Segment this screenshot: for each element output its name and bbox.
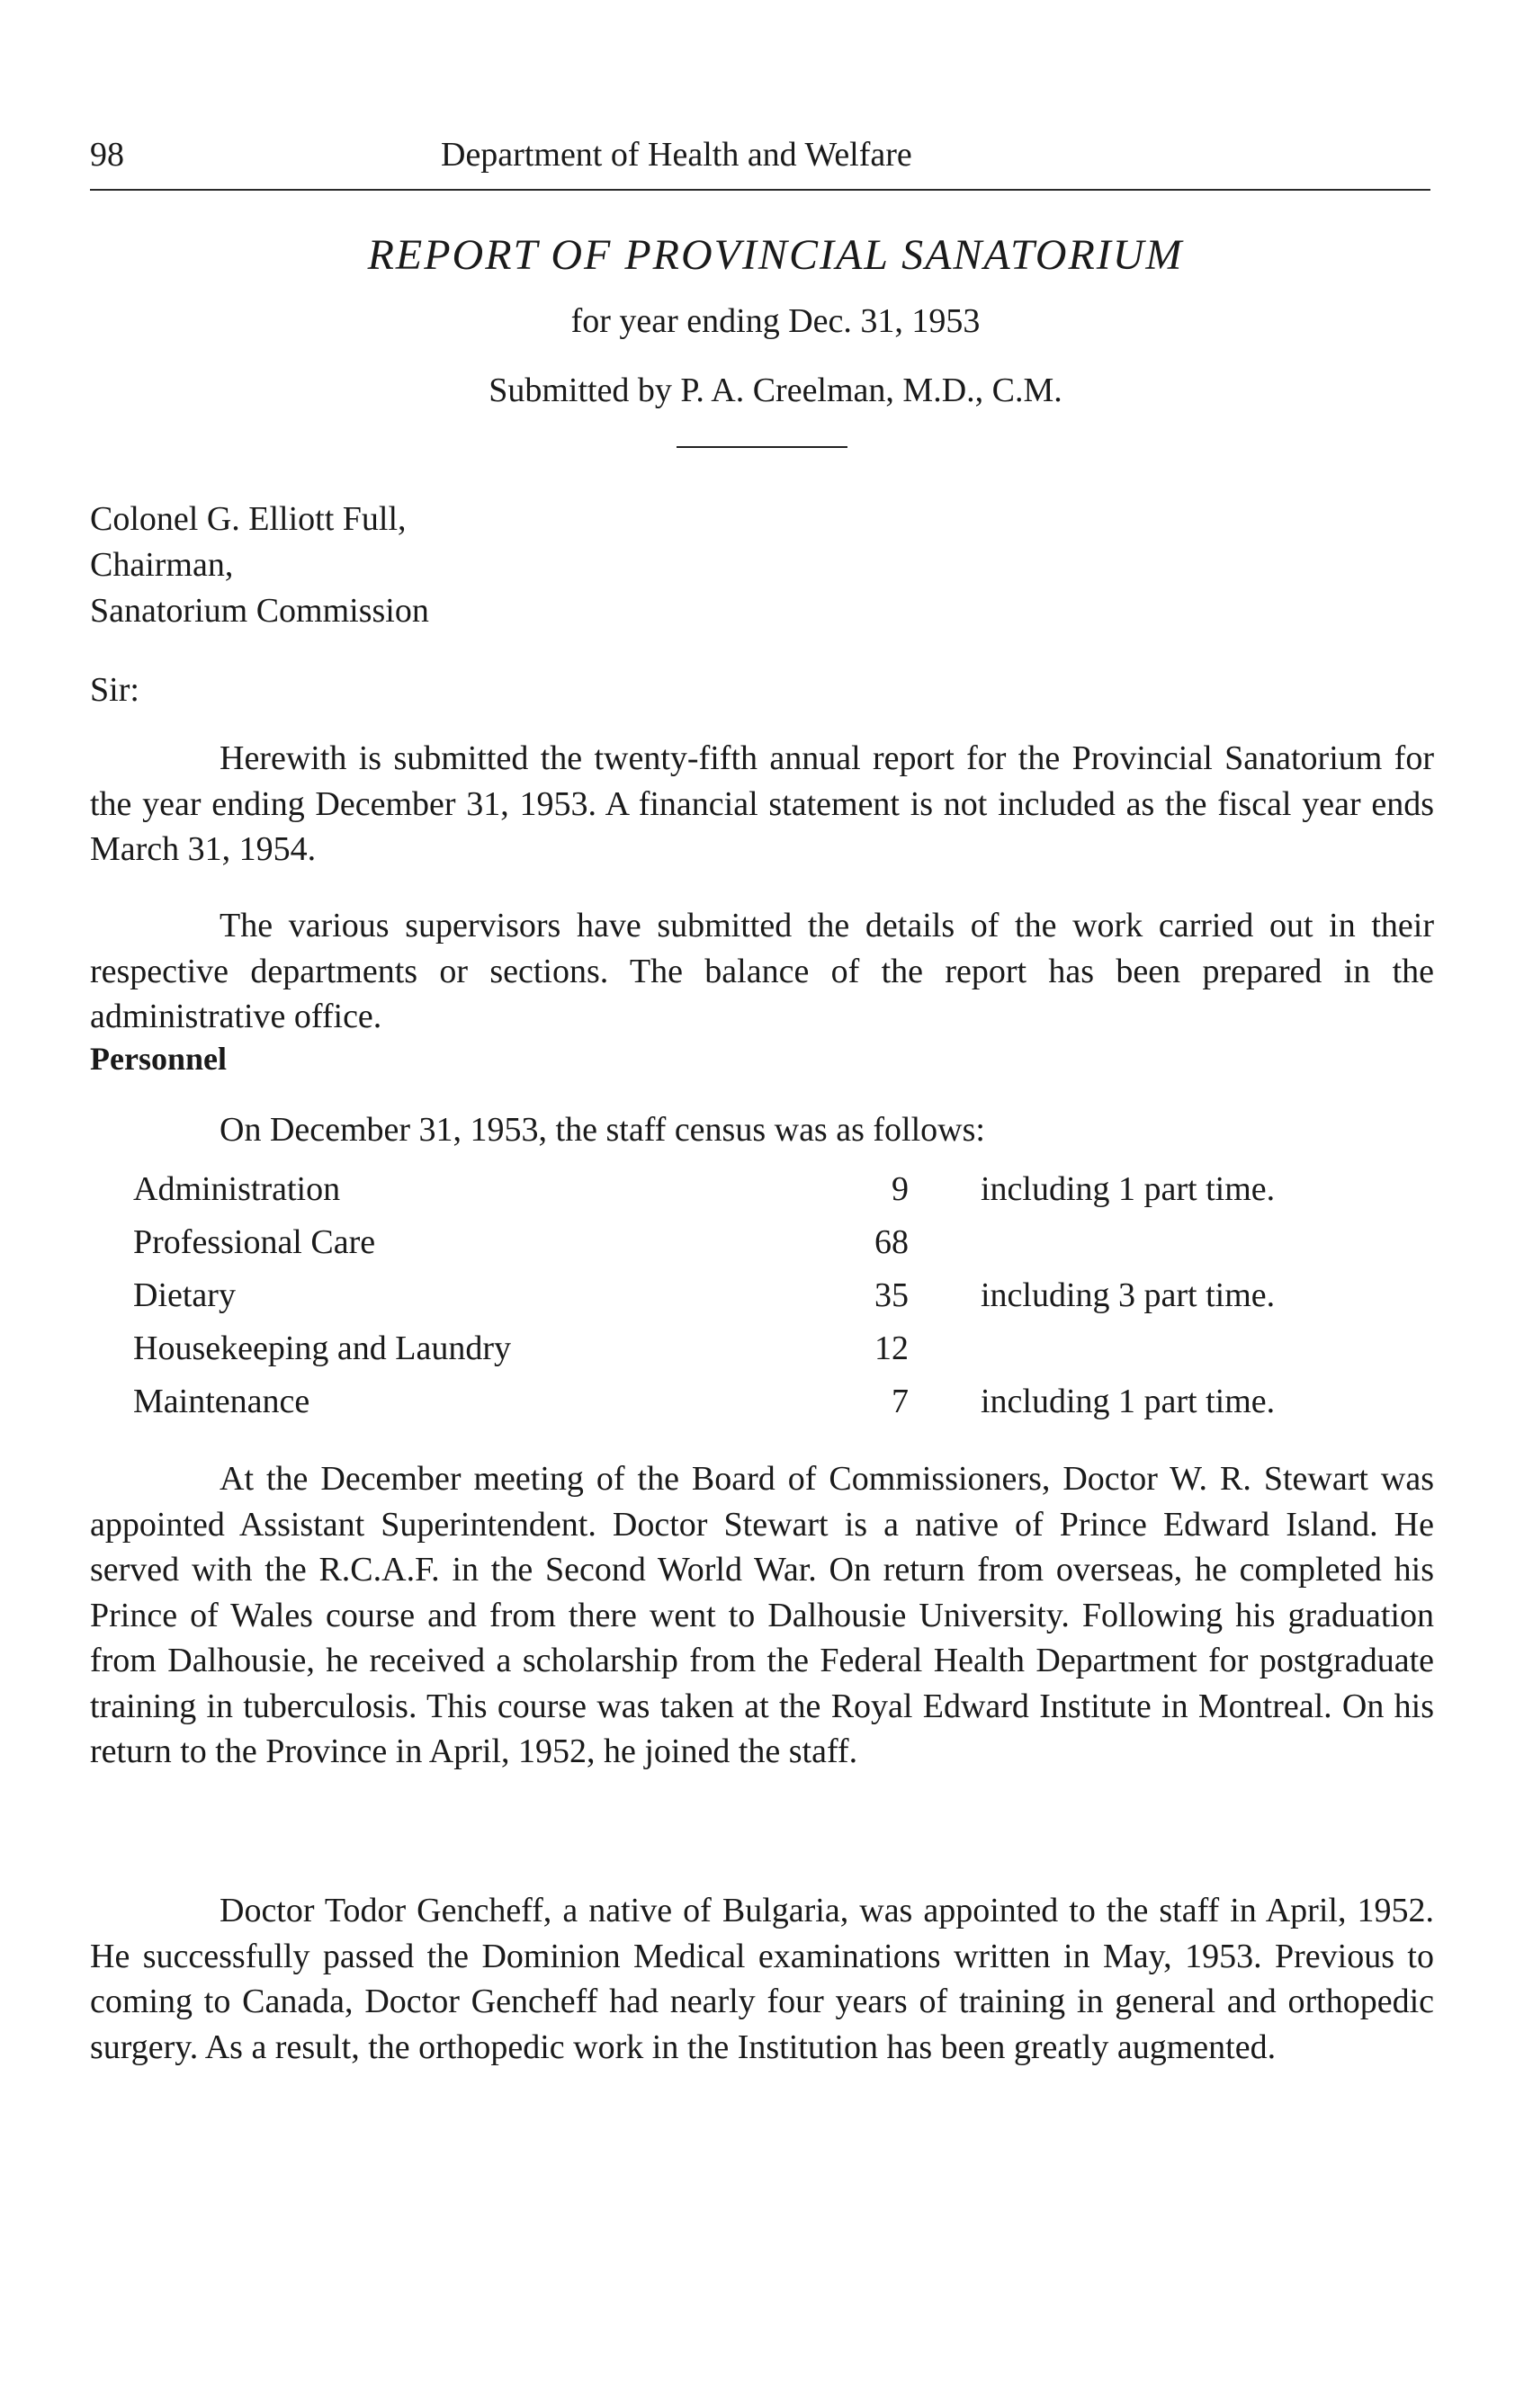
salutation: Sir: — [90, 671, 139, 709]
address-line: Sanatorium Commission — [90, 592, 429, 630]
census-intro: On December 31, 1953, the staff census was as follows: — [220, 1111, 985, 1149]
page-number: 98 — [90, 136, 124, 174]
body-paragraph: At the December meeting of the Board of Commissioners, Doctor W. R. Stewart was appointed Assistant Superintendent. Doctor Stewart is a native of Prince Edward Island. He served with the R.C.A.F. in the Second World War. On return from overseas, he completed his Prince of Wales course and from there went to Dalhousie University. Following his graduation from Dalhousie, he received a scholarship from the Federal Health Department for postgraduate training in tuberculosis. This course was taken at the Royal Edward Institute in Montreal. On his return to the Province in April, 1952, he joined the staff. — [90, 1460, 1434, 1770]
staff-count: 35 — [874, 1276, 909, 1314]
staff-census-table — [133, 1169, 1434, 1435]
department-name: Maintenance — [133, 1383, 310, 1420]
staff-count: 7 — [892, 1383, 909, 1420]
department-name: Professional Care — [133, 1223, 376, 1261]
report-submitted-by: Submitted by P. A. Creelman, M.D., C.M. — [489, 371, 1062, 409]
staff-count: 12 — [874, 1329, 909, 1367]
running-head-title: Department of Health and Welfare — [441, 136, 912, 174]
staff-note: including 1 part time. — [981, 1383, 1276, 1420]
staff-note: including 1 part time. — [981, 1170, 1276, 1208]
recipient-address — [90, 497, 429, 634]
body-paragraph: Doctor Todor Gencheff, a native of Bulgaria, was appointed to the staff in April, 1952. He successfully passed the Dominion Medical examinations written in May, 1953. Previous to coming to Canada, Doctor Gencheff had nearly four years of training in general and orthopedic surgery. As a result, the orthopedic work in the Institution has been greatly augmented. — [90, 1892, 1434, 2066]
table-row — [133, 1276, 1434, 1329]
table-row — [133, 1329, 1434, 1382]
department-name: Administration — [133, 1170, 341, 1208]
body-paragraph: The various supervisors have submitted the details of the work carried out in their respective departments or sections. The balance of the report has been prepared in the administrative office. — [90, 907, 1434, 1035]
staff-count: 68 — [874, 1223, 909, 1261]
table-row — [133, 1169, 1434, 1222]
body-paragraph: Herewith is submitted the twenty-fifth annual report for the Provincial Sanatorium for the year ending December 31, 1953. A financial statement is not included as the fiscal year ends March 31, 1954. — [90, 739, 1434, 868]
staff-note: including 3 part time. — [981, 1276, 1276, 1314]
report-title: REPORT OF PROVINCIAL SANATORIUM — [367, 231, 1184, 279]
department-name: Dietary — [133, 1276, 236, 1314]
section-divider — [677, 446, 847, 448]
section-heading-personnel: Personnel — [90, 1041, 227, 1077]
address-line: Chairman, — [90, 546, 234, 584]
address-line: Colonel G. Elliott Full, — [90, 500, 407, 538]
running-head — [90, 135, 1430, 191]
table-row — [133, 1382, 1434, 1435]
table-row — [133, 1222, 1434, 1276]
staff-count: 9 — [892, 1170, 909, 1208]
department-name: Housekeeping and Laundry — [133, 1329, 511, 1367]
report-period: for year ending Dec. 31, 1953 — [570, 302, 981, 340]
